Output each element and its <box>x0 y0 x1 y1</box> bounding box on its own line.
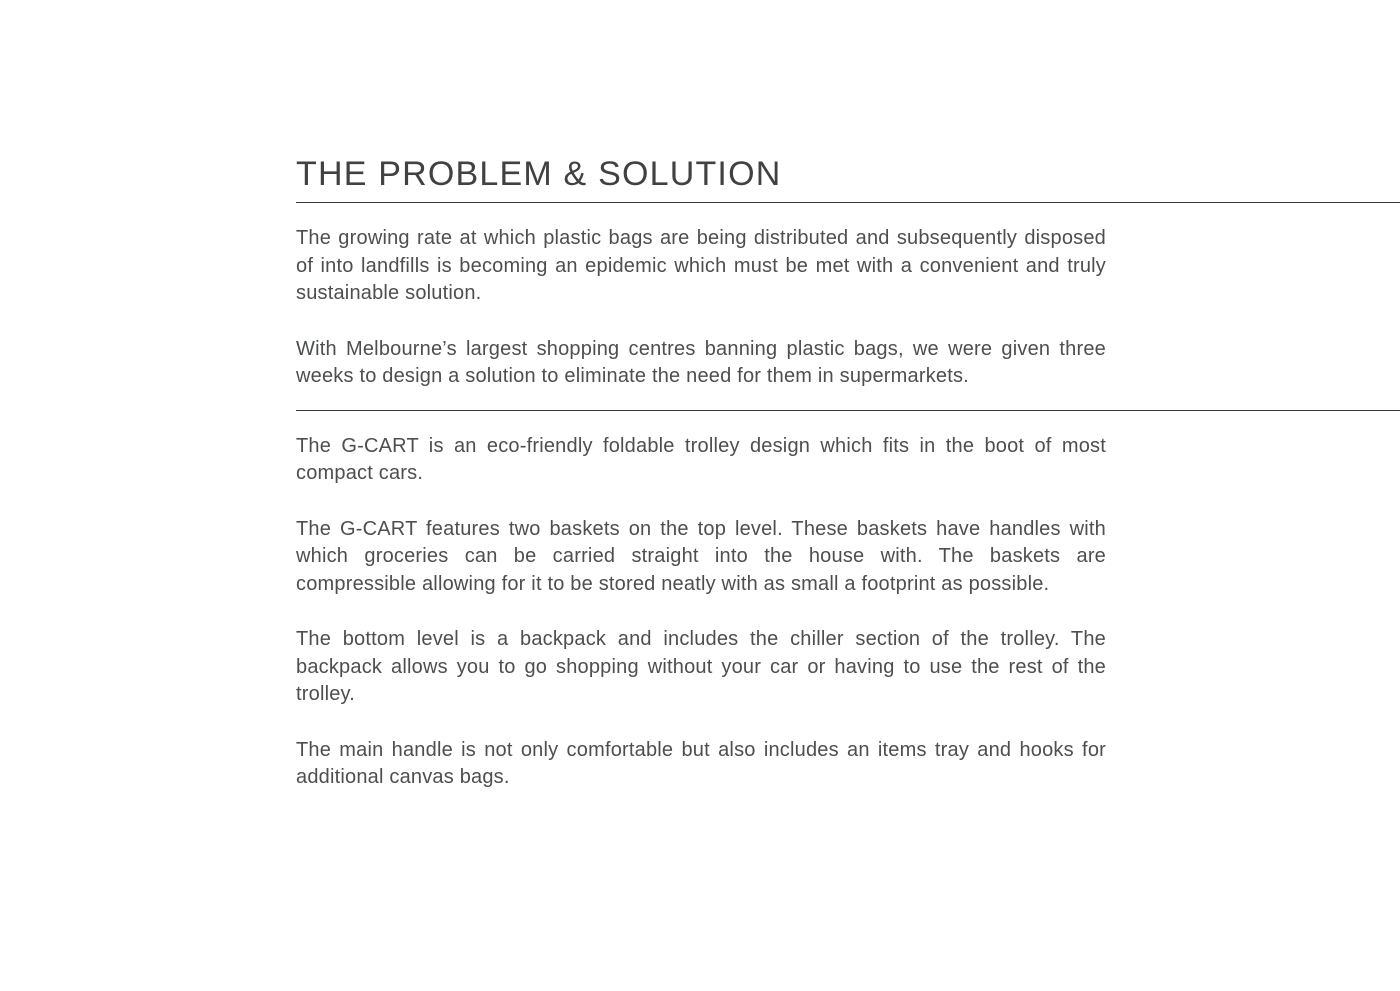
content-column <box>296 0 1400 792</box>
problem-paragraph-2: With Melbourne’s largest shopping centres banning plastic bags, we were given three weeks to design a solution to eliminate the need for them in supermarkets. <box>296 337 1106 387</box>
solution-paragraph-4: The main handle is not only comfortable but also includes an items tray and hooks for additional canvas bags. <box>296 738 1106 788</box>
page-title: THE PROBLEM & SOLUTION <box>296 155 782 193</box>
solution-paragraph-1: The G-CART is an eco-friendly foldable trolley design which fits in the boot of most compact cars. <box>296 434 1106 484</box>
solution-section <box>296 411 1400 792</box>
solution-paragraph-3: The bottom level is a backpack and includes the chiller section of the trolley. The backpack allows you to go shopping without your car or having to use the rest of the trolley. <box>296 628 1106 705</box>
problem-paragraph-1: The growing rate at which plastic bags are being distributed and subsequently disposed of into landfills is becoming an epidemic which must be met with a convenient and truly sustainable solution. <box>296 227 1106 304</box>
solution-paragraph-2: The G-CART features two baskets on the top level. These baskets have handles with which groceries can be carried straight into the house with. The baskets are compressible allowing for it to be stored neatly with as small a footprint as possible. <box>296 517 1106 595</box>
problem-section <box>296 203 1400 410</box>
